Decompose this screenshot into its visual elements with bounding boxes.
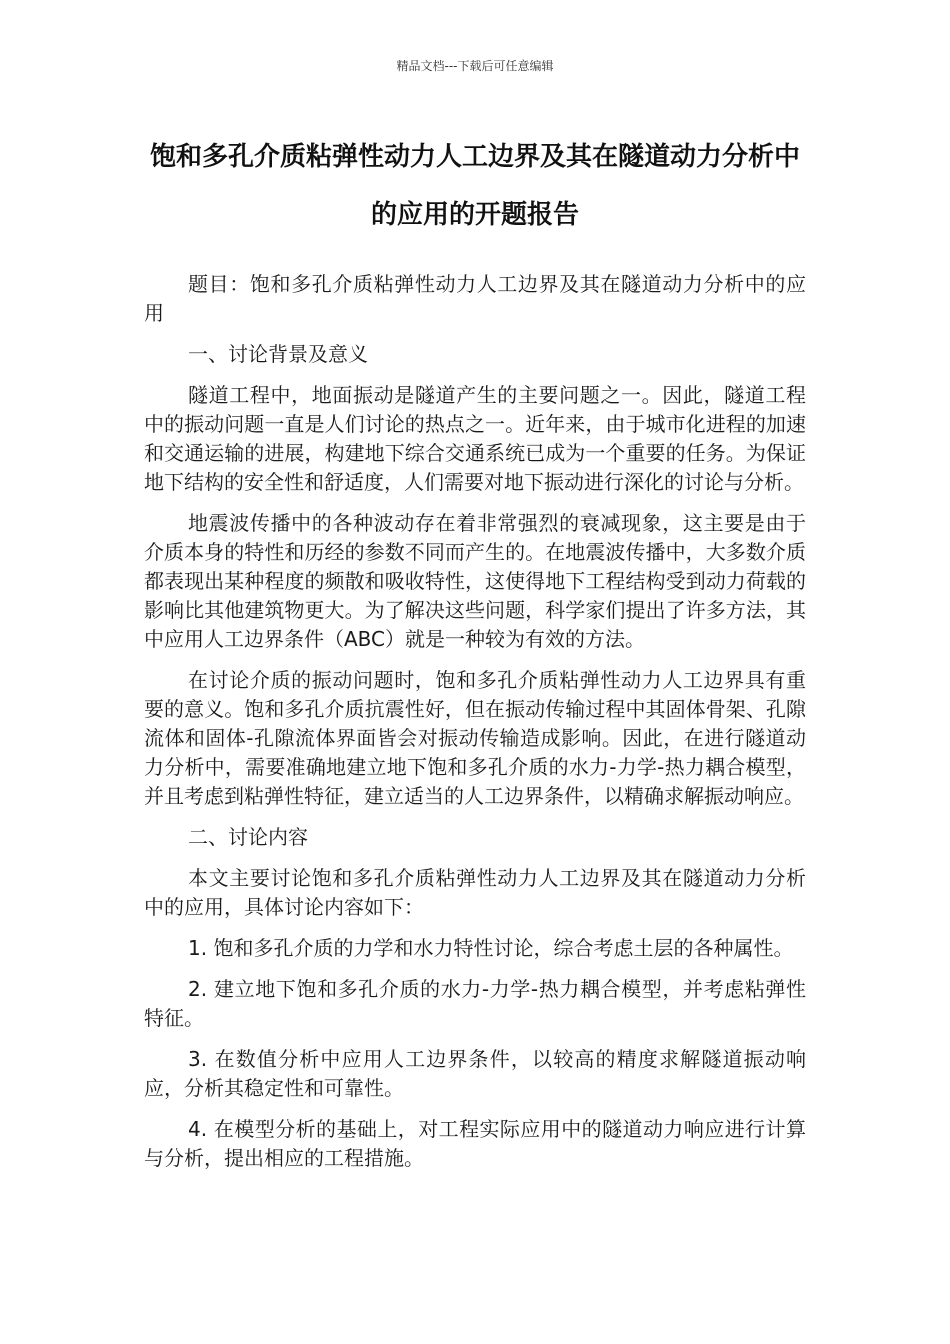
list-item: 3. 在数值分析中应用人工边界条件，以较高的精度求解隧道振动响应，分析其稳定性和可靠性。	[144, 1047, 806, 1100]
body-paragraph: 隧道工程中，地面振动是隧道产生的主要问题之一。因此，隧道工程中的振动问题一直是人们讨论的热点之一。近年来，由于城市化进程的加速和交通运输的进展，构建地下综合交通系统已成为一个重要的任务。为保证地下结构的安全性和舒适度，人们需要对地下振动进行深化的讨论与分析。	[144, 383, 806, 494]
body-paragraph: 在讨论介质的振动问题时，饱和多孔介质粘弹性动力人工边界具有重要的意义。饱和多孔介质抗震性好，但在振动传输过程中其固体骨架、孔隙流体和固体-孔隙流体界面皆会对振动传输造成影响。因此，在进行隧道动力分析中，需要准确地建立地下饱和多孔介质的水力-力学-热力耦合模型，并且考虑到粘弹性特征，建立适当的人工边界条件，以精确求解振动响应。	[144, 668, 806, 808]
document-body	[144, 270, 806, 1185]
topic-paragraph: 题目：饱和多孔介质粘弹性动力人工边界及其在隧道动力分析中的应用	[144, 272, 806, 325]
section-heading-background: 一、讨论背景及意义	[188, 342, 368, 366]
document-title: 饱和多孔介质粘弹性动力人工边界及其在隧道动力分析中的应用的开题报告	[149, 142, 800, 230]
list-item: 2. 建立地下饱和多孔介质的水力-力学-热力耦合模型，并考虑粘弹性特征。	[144, 977, 806, 1030]
body-paragraph: 本文主要讨论饱和多孔介质粘弹性动力人工边界及其在隧道动力分析中的应用，具体讨论内容如下：	[144, 866, 806, 919]
list-item: 1. 饱和多孔介质的力学和水力特性讨论，综合考虑土层的各种属性。	[188, 936, 794, 960]
list-item: 4. 在模型分析的基础上，对工程实际应用中的隧道动力响应进行计算与分析，提出相应的工程措施。	[144, 1117, 806, 1170]
section-heading-content: 二、讨论内容	[188, 825, 308, 849]
body-paragraph: 地震波传播中的各种波动存在着非常强烈的衰减现象，这主要是由于介质本身的特性和历经的参数不同而产生的。在地震波传播中，大多数介质都表现出某种程度的频散和吸收特性，这使得地下工程结构受到动力荷载的影响比其他建筑物更大。为了解决这些问题，科学家们提出了许多方法，其中应用人工边界条件（ABC）就是一种较为有效的方法。	[144, 511, 806, 651]
header-note: 精品文档---下载后可任意编辑	[396, 59, 554, 73]
